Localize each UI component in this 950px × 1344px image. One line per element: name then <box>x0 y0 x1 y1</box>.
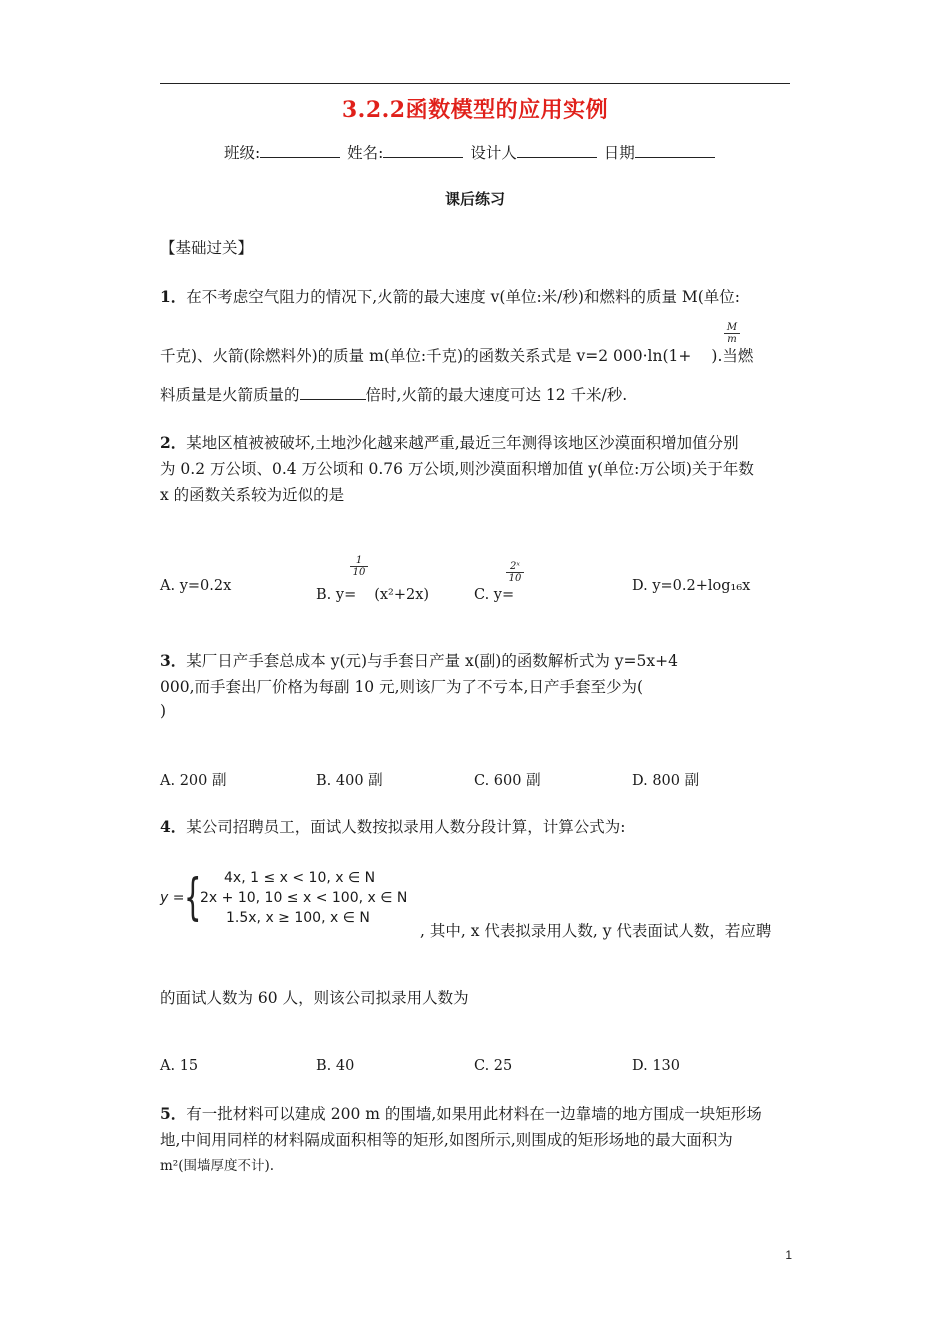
q2-option-a: A. y=0.2x <box>160 578 232 594</box>
question-2-line-1 <box>160 430 792 456</box>
q3-option-b: B. 400 副 <box>316 773 383 789</box>
fraction-denominator: m <box>727 334 737 345</box>
question-1-number: 1． <box>160 287 187 306</box>
q2-option-b-fraction <box>350 555 368 578</box>
question-1-fraction <box>724 322 740 345</box>
answer-blank[interactable] <box>300 385 366 400</box>
question-2-text-1: 某地区植被被破坏,土地沙化越来越严重,最近三年测得该地区沙漠面积增加值分别 <box>186 434 739 452</box>
question-5-text-1: 有一批材料可以建成 200 m 的围墙,如果用此材料在一边靠墙的地方围成一块矩形场 <box>186 1105 762 1123</box>
question-1-text-3b: 倍时,火箭的最大速度可达 12 千米/秒. <box>365 386 628 404</box>
question-4-number: 4． <box>160 817 187 836</box>
question-3-line-2: 000,而手套出厂价格为每副 10 元,则该厂为了不亏本,日产手套至少为( <box>160 678 643 696</box>
section-heading: 【基础过关】 <box>160 239 254 257</box>
question-1-line-1 <box>160 284 792 310</box>
class-blank[interactable] <box>260 143 340 158</box>
formula-case-1: 4x, 1 ≤ x < 10, x ∈ N <box>224 870 376 886</box>
question-1-text-3a: 料质量是火箭质量的 <box>160 386 300 404</box>
question-1-text-2b: ).当燃 <box>711 347 754 365</box>
date-label: 日期 <box>603 144 635 162</box>
q4-option-c: C. 25 <box>474 1058 513 1074</box>
q3-option-d: D. 800 副 <box>632 773 700 789</box>
formula-case-2: 2x + 10, 10 ≤ x < 100, x ∈ N <box>200 890 408 906</box>
formula-y: y = <box>160 890 185 906</box>
option-b-prefix: B. y= <box>316 587 357 603</box>
date-blank[interactable] <box>635 143 715 158</box>
question-1-text-2a: 千克)、火箭(除燃料外)的质量 m(单位:千克)的函数关系式是 v=2 000·ln(1+ <box>160 347 692 365</box>
question-5-number: 5． <box>160 1104 187 1123</box>
fraction-denominator: 10 <box>508 573 522 584</box>
header-rule <box>160 83 790 84</box>
q2-option-b <box>316 587 429 603</box>
question-1-line-2 <box>160 343 792 369</box>
question-4-line-1 <box>160 814 792 840</box>
designer-blank[interactable] <box>517 143 597 158</box>
question-2-line-2: 为 0.2 万公顷、0.4 万公顷和 0.76 万公顷,则沙漠面积增加值 y(单位:万公顷)关于年数 <box>160 460 754 478</box>
piecewise-formula <box>160 866 412 928</box>
q4-option-b: B. 40 <box>316 1058 355 1074</box>
question-5-line-2: 地,中间用同样的材料隔成面积相等的矩形,如图所示,则围成的矩形场地的最大面积为 <box>160 1131 733 1149</box>
q2-option-c-fraction <box>506 561 524 584</box>
subtitle: 课后练习 <box>444 190 505 208</box>
question-4-line-3: 的面试人数为 60 人，则该公司拟录用人数为 <box>160 989 469 1007</box>
q2-option-c: C. y= <box>474 587 515 603</box>
left-brace: { <box>184 868 202 926</box>
question-5-line-1 <box>160 1101 792 1127</box>
question-3-text-1: 某厂日产手套总成本 y(元)与手套日产量 x(副)的函数解析式为 y=5x+4 <box>186 652 678 670</box>
fraction-numerator: 1 <box>350 555 368 567</box>
fraction-denominator: 10 <box>352 567 366 578</box>
fraction-numerator: M <box>724 322 740 334</box>
question-3-line-3: ) <box>160 702 167 720</box>
question-1-text-1: 在不考虑空气阻力的情况下,火箭的最大速度 v(单位:米/秒)和燃料的质量 M(单位: <box>186 288 741 306</box>
page-number: 1 <box>785 1248 792 1262</box>
class-label: 班级: <box>224 144 261 162</box>
question-3-number: 3． <box>160 651 187 670</box>
question-2-number: 2． <box>160 433 187 452</box>
question-4-line-2: , 其中, x 代表拟录用人数, y 代表面试人数，若应聘 <box>420 922 772 940</box>
formula-case-3: 1.5x, x ≥ 100, x ∈ N <box>226 910 370 926</box>
question-1-line-3 <box>160 382 792 408</box>
designer-label: 设计人 <box>470 144 517 162</box>
q3-option-c: C. 600 副 <box>474 773 541 789</box>
q2-option-d: D. y=0.2+log₁₆x <box>632 578 751 594</box>
question-3-line-1 <box>160 648 792 674</box>
question-4-text-1: 某公司招聘员工，面试人数按拟录用人数分段计算，计算公式为: <box>186 818 626 836</box>
q3-option-a: A. 200 副 <box>160 773 227 789</box>
q4-option-d: D. 130 <box>632 1058 681 1074</box>
name-label: 姓名: <box>347 144 384 162</box>
student-info-line <box>224 141 717 163</box>
question-2-line-3: x 的函数关系较为近似的是 <box>160 486 345 504</box>
fraction-numerator: 2ˣ <box>506 561 524 573</box>
name-blank[interactable] <box>383 143 463 158</box>
option-b-suffix: (x²+2x) <box>374 587 430 603</box>
page-title: 3.2.2函数模型的应用实例 <box>341 97 609 123</box>
question-5-line-3: m²(围墙厚度不计). <box>160 1158 275 1174</box>
q4-option-a: A. 15 <box>160 1058 199 1074</box>
